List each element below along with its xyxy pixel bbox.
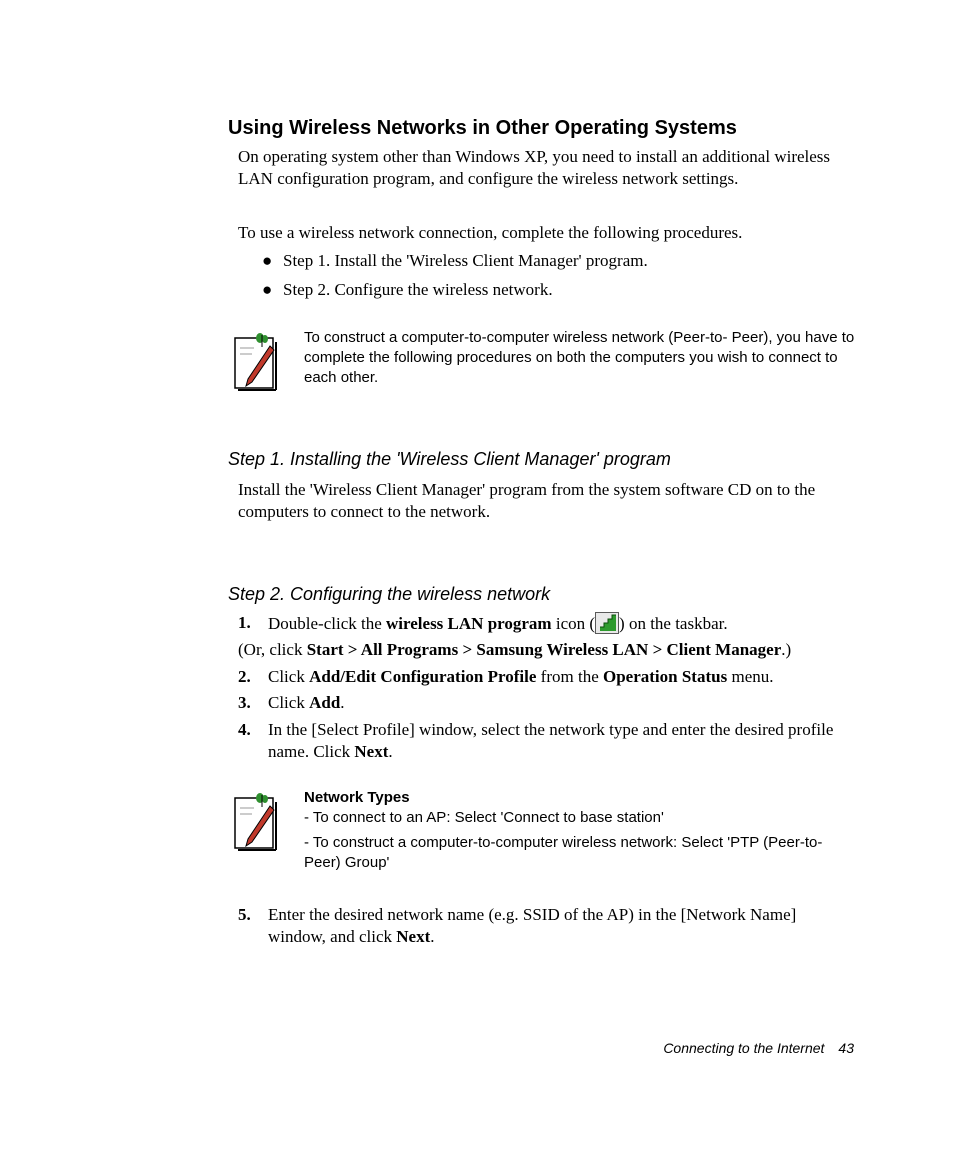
item-text: Click Add. — [268, 693, 345, 712]
page-footer — [663, 1039, 854, 1057]
list-item — [238, 904, 852, 948]
procedures-intro: To use a wireless network connection, complete the following procedures. — [238, 223, 743, 242]
step1-body: Install the 'Wireless Client Manager' program from the system software CD on to the computers to connect to the network. — [238, 480, 816, 521]
item-number: 3. — [238, 693, 251, 712]
note-title: Network Types — [304, 789, 410, 806]
note-pencil-icon — [232, 792, 280, 854]
bullet-item — [262, 250, 852, 272]
item-text: Click Add/Edit Configuration Profile from the Operation Status menu. — [268, 667, 774, 686]
item-number: 5. — [238, 905, 251, 924]
alternate-path: (Or, click Start > All Programs > Samsung Wireless LAN > Client Manager.) — [238, 640, 792, 659]
item-number: 2. — [238, 667, 251, 686]
bullet-text: Step 2. Configure the wireless network. — [283, 280, 553, 299]
list-item — [238, 612, 852, 638]
bullet-dot: ● — [262, 280, 273, 299]
item-text: In the [Select Profile] window, select the network type and enter the desired profile name. Click Next. — [268, 720, 834, 761]
wireless-lan-tray-icon — [595, 612, 619, 634]
note-text: To construct a computer-to-computer wireless network (Peer-to- Peer), you have to complete the following procedures on both the computers you wish to connect to each other. — [304, 329, 855, 386]
step2-heading: Step 2. Configuring the wireless network — [228, 584, 551, 604]
list-item — [238, 719, 852, 763]
note-pencil-icon — [232, 332, 280, 394]
note-line: - To connect to an AP: Select 'Connect to base station' — [304, 809, 664, 826]
page-number: 43 — [838, 1040, 854, 1056]
item-text: Double-click the wireless LAN program icon ( ) on the taskbar. — [268, 614, 728, 633]
note-line: - To construct a computer-to-computer wireless network: Select 'PTP (Peer-to-Peer) Group' — [304, 834, 823, 871]
bullet-dot: ● — [262, 251, 273, 270]
intro-paragraph: On operating system other than Windows XP, you need to install an additional wireless LAN configuration program, and configure the wireless network settings. — [238, 147, 831, 188]
step1-heading: Step 1. Installing the 'Wireless Client Manager' program — [228, 449, 671, 469]
item-text: Enter the desired network name (e.g. SSID of the AP) in the [Network Name] window, and click Next. — [268, 905, 797, 946]
bullet-text: Step 1. Install the 'Wireless Client Manager' program. — [283, 251, 648, 270]
list-item — [238, 692, 852, 714]
list-item — [238, 666, 852, 688]
bullet-item — [262, 279, 852, 301]
section-title: Using Wireless Networks in Other Operating Systems — [228, 117, 737, 139]
item-number: 1. — [238, 613, 251, 632]
item-number: 4. — [238, 720, 251, 739]
footer-label: Connecting to the Internet — [663, 1040, 825, 1056]
